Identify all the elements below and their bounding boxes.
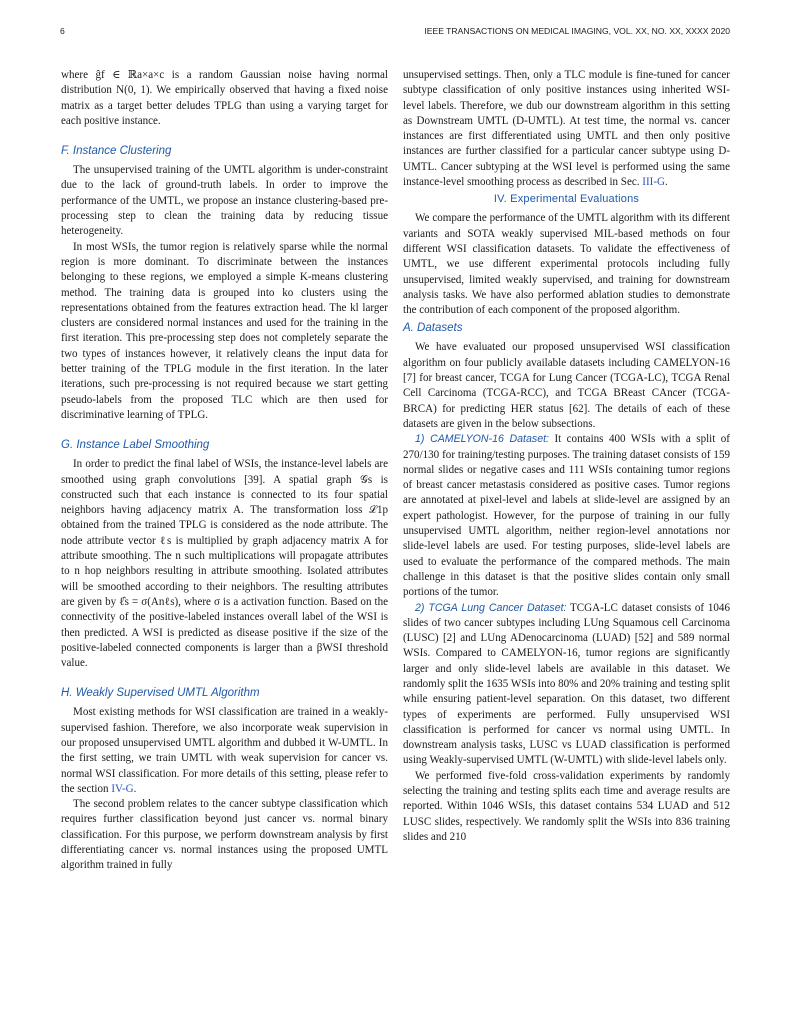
paragraph xyxy=(403,601,730,769)
paragraph: We have evaluated our proposed unsupervised WSI classification algorithm on four publicly available datasets including CAMELYON-16 [7] for breast cancer, TCGA for Lung Cancer (TCGA-LC), TCGA Renal Cell Carcinoma (TCGA-RCC), and TCGA BReast CAncer (TCGA-BRCA) for predicting HER status [62]. The details of each of these datasets are given in the below subsections. xyxy=(403,341,730,430)
paragraph xyxy=(403,68,730,190)
page-number: 6 xyxy=(60,26,65,36)
section-heading-f: F. Instance Clustering xyxy=(61,145,172,158)
paragraph: where ĝf ∈ ℝa×a×c is a random Gaussian noise having normal distribution N(0, 1). We empirically observed that having a fixed noise matrix as a target better deludes TPLG than using a varying target for each positive instance. xyxy=(61,69,388,127)
text-run: unsupervised settings. Then, only a TLC module is fine-tuned for cancer subtype classification of only positive instances using inherited WSI-level labels. Therefore, we dub our downstream algorithm in this setting as Downstream UMTL (D-UMTL). At test time, the normal vs. cancer instances are first differentiated using UMTL and then only positive instances are further classified for a particular cancer subtype using D-UMTL. Cancer subtyping at the WSI level is performed using the same instance-level smoothing process as described in Sec. xyxy=(403,69,730,189)
paragraph: In most WSIs, the tumor region is relatively sparse while the normal region is more dominant. To discriminate between the instances belonging to these regions, we employed a simple K-means clustering method. The training data is grouped into ko clusters using the representations obtained from the features extraction head. The kl larger clusters are considered normal instances and used for the training in the first iteration. This pre-processing step does not completely separate the two types of instances however, it relatively cleans the input data for better training of the TPLG module in the first iteration. In the later iterations, such pre-processing is not required because we start getting pseudo-labels from the proposed TLC which are then used for discriminative learning of TPLG. xyxy=(61,240,388,421)
dataset-heading-tcga-lc: 2) TCGA Lung Cancer Dataset: xyxy=(415,601,567,614)
paragraph xyxy=(61,705,388,797)
left-column xyxy=(61,68,388,874)
text-run: Most existing methods for WSI classification are trained in a weakly-supervised fashion. Therefore, we also incorporate weak supervision in our proposed unsupervised UMTL algorithm and dubbed it W-UMTL. In the first setting, we train UMTL with weak supervision for cancer vs. normal WSI classification. For more details of this setting, please refer to the section xyxy=(61,706,388,795)
running-header xyxy=(60,26,730,40)
section-heading-iv: IV. Experimental Evaluations xyxy=(493,193,640,206)
dataset-heading-camelyon: 1) CAMELYON-16 Dataset: xyxy=(415,433,549,446)
paragraph: In order to predict the final label of WSIs, the instance-level labels are smoothed using graph convolutions [39]. A spatial graph 𝒢s is constructed such that each instance is connected to its four spatial neighbors having adjacency matrix A. The transformation loss ℒ1p obtained from the trained TPLG is considered as the node attribute. The node attribute vector ℓs is multiplied by graph adjacency matrix A for attribute smoothing. The n such multiplications will propagate attributes to n hop neighbors resulting in attribute smoothing. Isolated attributes will be smoothed according to their neighbors. The resulting attributes are given by ℓ̂s = σ(Anℓs), where σ is a activation function. Based on the connectivity of the positive-labeled instances overall label of the WSI is then predicted. A WSI is predicted as disease positive if the size of the positive-labeled connected components is larger than a βWSI threshold value. xyxy=(61,458,388,670)
journal-title: IEEE TRANSACTIONS ON MEDICAL IMAGING, VOL. XX, NO. XX, XXXX 2020 xyxy=(424,26,730,36)
section-link-iv-g[interactable]: IV-G xyxy=(111,782,134,795)
section-link-iii-g[interactable]: III-G xyxy=(642,176,665,189)
paragraph: We performed five-fold cross-validation experiments by randomly selecting the training and testing splits each time and average results are reported. Within 1046 WSIs, this dataset contains 534 LUAD and 512 LUSC slides, respectively. We randomly split the WSIs into 836 training slides and 210 xyxy=(403,769,730,843)
section-heading-a: A. Datasets xyxy=(403,322,463,335)
section-heading-h: H. Weakly Supervised UMTL Algorithm xyxy=(61,687,260,700)
text-run: TCGA-LC dataset consists of 1046 slides of two cancer subtypes including LUng Squamous cell Carcinoma (LUSC) [2] and LUng ADenocarcinoma (LUAD) [52] and 589 normal WSIs. Compared to CAMELYON-16, tumor regions are significantly larger and only slide-level labels are available in this dataset. We randomly split the 1635 WSIs into 80% and 20% training and testing split while ensuring patient-level separation. On this dataset, two different types of experiments are performed. Fully unsupervised WSI classification is performed for cancer vs normal using UMTL. In downstream analysis tasks, LUSC vs LUAD classification is performed using Weakly-supervised UMTL (W-UMTL) with slide-level labels only. xyxy=(403,601,730,767)
text-run: It contains 400 WSIs with a split of 270/130 for training/testing purposes. The training dataset consists of 159 normal slides or negative cases and 111 WSIs containing tumor regions of breast cancer metastasis considered as positive cases. Tumor regions are annotated at pixel-level and labels at slide-level are assigned by an expert pathologist. However, for the purpose of training in our fully unsupervised UMTL algorithm, neither region-level annotations nor slide-level labels are used. For testing purposes, slide-level labels are used to evaluate the performance of the compared methods. The main challenge in this dataset is that the positive slides contain only small portions of the tumor. xyxy=(403,433,730,599)
paragraph: The unsupervised training of the UMTL algorithm is under-constraint due to the lack of ground-truth labels. In order to improve the performance of the UMTL, we propose an instance clustering-based pre-processing step to clean the training data by reducing tissue heterogeneity. xyxy=(61,164,388,238)
paragraph: The second problem relates to the cancer subtype classification which requires further classification beyond just cancer vs. normal binary classification. For this purpose, we perform downstream analysis by first differentiating cancer vs. normal instances using the proposed UMTL algorithm trained in fully xyxy=(61,798,388,872)
paragraph: We compare the performance of the UMTL algorithm with its different variants and SOTA weakly supervised MIL-based methods on four different WSI classification datasets. To validate the effectiveness of UMTL, we use different experimental protocols including fully unsupervised, limited weakly supervised, and training for downstream analysis tasks. We have also performed ablation studies to demonstrate the contribution of each component of the proposed algorithm. xyxy=(403,212,730,317)
text-run: . xyxy=(665,176,668,189)
text-run: . xyxy=(133,782,137,795)
section-heading-g: G. Instance Label Smoothing xyxy=(61,439,210,452)
paragraph xyxy=(403,432,730,600)
right-column xyxy=(403,68,730,845)
